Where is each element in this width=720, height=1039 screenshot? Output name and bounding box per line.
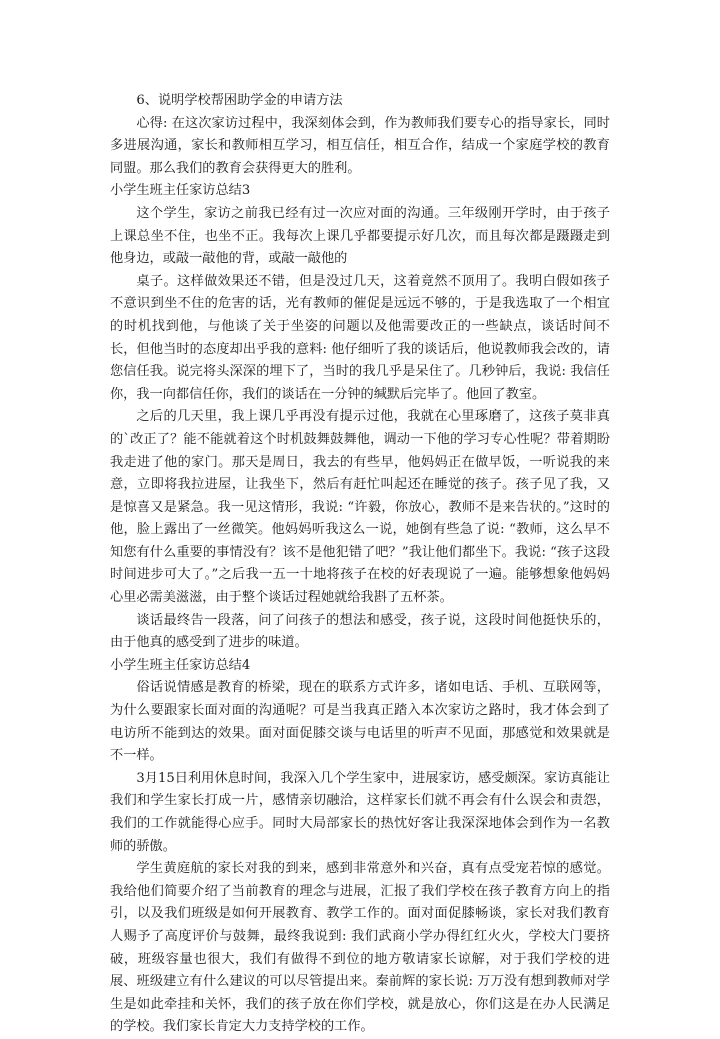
paragraph-4: 桌子。这样做效果还不错，但是没过几天，这着竟然不顶用了。我明白假如孩子不意识到坐不住的危害的话，光有教师的催促是远远不够的，于是我选取了一个相宜的时机找到他，与他谈了关于坐姿的问题以及他需要改正的一些缺点，谈话时间不长，但他当时的态度却出乎我的意料: 他仔细听了我的谈话后，他说教师我会改的，请您信任我。说完将头深深的埋下了，当时的我几乎是呆住了。几秒钟后，我说: 我信任你，我一向都信任你，我们的谈话在一分钟的缄默后完毕了。他回了教室。 bbox=[110, 273, 610, 402]
section-heading-4: 小学生班主任家访总结4 bbox=[110, 657, 251, 673]
paragraph-5: 之后的几天里，我上课几乎再没有提示过他，我就在心里琢磨了，这孩子莫非真的`改正了？能不能就着这个时机鼓舞鼓舞他，调动一下他的学习专心性呢？带着期盼我走进了他的家门。那天是周日，我去的有些早，他妈妈正在做早饭，一听说我的来意，立即将我拉进屋，让我坐下，然后有赶忙叫起还在睡觉的孩子。孩子见了我，又是惊喜又是紧急。我一见这情形，我说: “许毅，你放心，教师不是来告状的。”这时的他，脸上露出了一丝微笑。他妈妈听我这么一说，她倒有些急了说: “教师，这么早不知您有什么重要的事情没有？该不是他犯错了吧？”我让他们都坐下。我说: “孩子这段时间进步可大了。”之后我一五一十地将孩子在校的好表现说了一遍。能够想象他妈妈心里必需美滋滋，由于整个谈话过程她就给我斟了五杯茶。 bbox=[110, 409, 610, 606]
paragraph-3: 这个学生，家访之前我已经有过一次应对面的沟通。三年级刚开学时，由于孩子上课总坐不住，也坐不正。我每次上课几乎都要提示好几次，而且每次都是蹑蹑走到他身边，或敲一敲他的背，或敲一敲他的 bbox=[110, 205, 610, 267]
section-heading-3: 小学生班主任家访总结3 bbox=[110, 183, 251, 199]
paragraph-6: 谈话最终告一段落，问了问孩子的想法和感受，孩子说，这段时间他挺快乐的，由于他真的感受到了进步的味道。 bbox=[110, 612, 610, 651]
paragraph-2: 心得: 在这次家访过程中，我深刻体会到，作为教师我们要专心的指导家长，同时多进展沟通，家长和教师相互学习，相互信任，相互合作，结成一个家庭学校的教育同盟。那么我们的教育会获得更大的胜利。 bbox=[110, 115, 610, 176]
document-page bbox=[110, 90, 610, 1039]
paragraph-9: 学生黄庭航的家长对我的到来，感到非常意外和兴奋，真有点受宠若惊的感觉。我给他们简要介绍了当前教育的理念与进展，汇报了我们学校在孩子教育方向上的指引，以及我们班级是如何开展教育、教学工作的。面对面促膝畅谈，家长对我们教育人赐予了高度评价与鼓舞，最终我说到: 我们武商小学办得红红火火，学校大门要挤破，班级容量也很大，我们有做得不到位的地方敬请家长谅解，对于我们学校的进展、班级建立有什么建议的可以尽管提出来。秦前辉的家长说: 万万没有想到教师对学生是如此牵挂和关怀，我们的孩子放在你们学校，就是放心，你们这是在办人民满足的学校。我们家长肯定大力支持学校的工作。 bbox=[110, 861, 610, 1035]
paragraph-7: 俗话说情感是教育的桥梁，现在的联系方式许多，诸如电话、手机、互联网等，为什么要跟家长面对面的沟通呢？可是当我真正踏入本次家访之路时，我才体会到了电访所不能到达的效果。面对面促膝交谈与电话里的听声不见面，那感觉和效果就是不一样。 bbox=[110, 680, 610, 764]
paragraph-8: 3月15日利用休息时间，我深入几个学生家中，进展家访，感受颇深。家访真能让我们和学生家长打成一片，感情亲切融洽，这样家长们就不再会有什么误会和责怨，我们的工作就能得心应手。同时大局部家长的热忱好客让我深深地体会到作为一名教师的骄傲。 bbox=[110, 770, 610, 854]
paragraph-1: 6、说明学校帮困助学金的申请方法 bbox=[136, 93, 343, 108]
